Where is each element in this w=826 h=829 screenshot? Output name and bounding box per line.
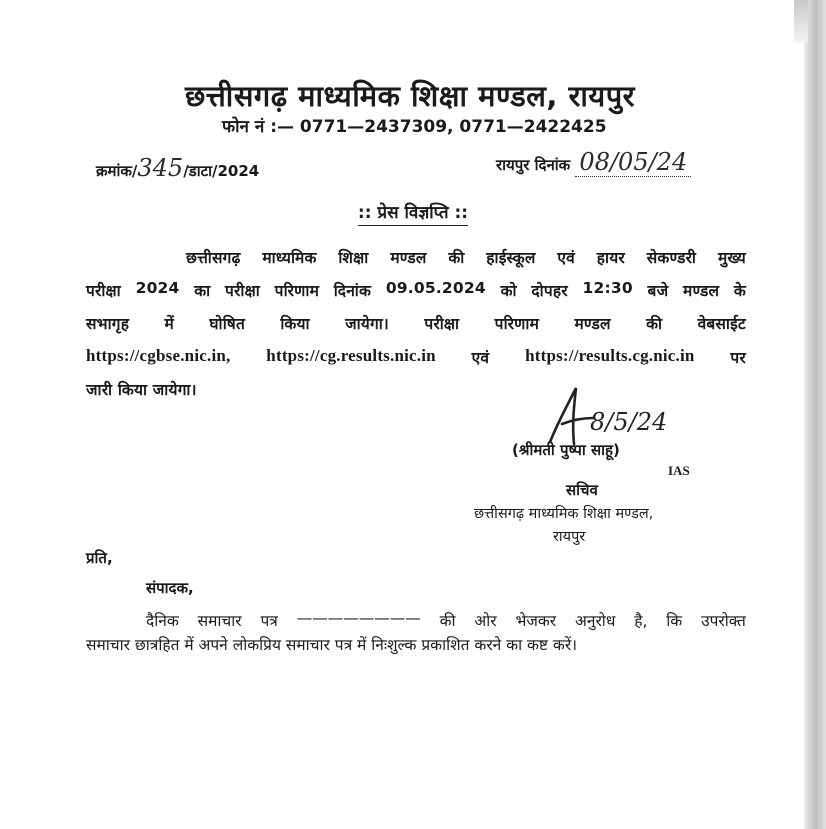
website-link-cgbse[interactable]: https://cgbse.nic.in, <box>86 346 231 365</box>
word: को <box>500 282 517 300</box>
signatory-designation: सचिव <box>566 481 598 499</box>
word: ———————— <box>296 609 421 627</box>
request-line-2: समाचार छात्रहित में अपने लोकप्रिय समाचार पत्र में निःशुल्क प्रकाशित करने का कष्ट करें। <box>86 636 578 654</box>
word: परिणाम <box>494 315 540 333</box>
word: के <box>733 282 746 300</box>
word: की <box>448 249 465 267</box>
word: दोपहर <box>531 282 568 300</box>
word: है, <box>634 612 648 630</box>
notice-line-2 <box>86 279 746 301</box>
reference-suffix: /डाटा/2024 <box>183 162 260 180</box>
reference-prefix: क्रमांक/ <box>96 162 138 180</box>
signatory-name: (श्रीमती पुष्पा साहू) <box>512 441 620 459</box>
website-link-cg-results[interactable]: https://cg.results.nic.in <box>266 346 436 365</box>
notice-line-5: जारी किया जायेगा। <box>86 381 197 399</box>
word: सेकण्डरी <box>646 249 697 267</box>
word: वेबसाईट <box>697 315 746 333</box>
phone-numbers: फोन नं :— 0771—2437309, 0771—2422425 <box>222 117 607 137</box>
word: में <box>164 315 175 333</box>
date-label: रायपुर दिनांक <box>496 156 571 174</box>
signature-handwritten-date: 8/5/24 <box>590 408 668 436</box>
word: भेजकर <box>515 612 557 630</box>
signatory-service: IAS <box>668 463 690 478</box>
word: 2024 <box>135 279 180 297</box>
word: बजे <box>647 282 669 300</box>
word: परीक्षा <box>225 282 260 300</box>
issue-date <box>496 148 691 177</box>
word: अनुरोध <box>575 612 616 630</box>
word: परीक्षा <box>86 282 121 300</box>
reference-number <box>96 154 259 182</box>
word: की <box>439 612 456 630</box>
notice-line-3 <box>86 312 746 334</box>
scan-edge-shadow <box>794 0 808 42</box>
word: माध्यमिक <box>262 249 317 267</box>
date-handwritten-value: 08/05/24 <box>579 148 688 176</box>
word: छत्तीसगढ़ <box>186 249 241 267</box>
word: पत्र <box>260 612 278 630</box>
word: मुख्य <box>717 249 746 267</box>
website-link-results-cg[interactable]: https://results.cg.nic.in <box>525 346 695 365</box>
word: जायेगा। <box>345 315 389 333</box>
word: परीक्षा <box>424 315 460 333</box>
word: मण्डल <box>390 249 427 267</box>
word: 09.05.2024 <box>385 279 486 297</box>
word: परिणाम <box>274 282 320 300</box>
to-label: प्रति, <box>86 549 113 567</box>
word: एवं <box>557 249 575 267</box>
word: कि <box>666 612 683 630</box>
word: की <box>646 315 663 333</box>
word: दिनांक <box>333 282 372 300</box>
word: शिक्षा <box>338 249 369 267</box>
word: दैनिक <box>146 612 179 630</box>
request-line-1 <box>146 609 746 631</box>
word: मण्डल <box>574 315 611 333</box>
word: किया <box>280 315 310 333</box>
word: मण्डल <box>682 282 720 300</box>
word: समाचार <box>197 612 242 630</box>
word: ओर <box>474 612 497 630</box>
word: हायर <box>596 249 625 267</box>
press-release-heading <box>0 200 826 223</box>
scan-edge-strip <box>804 0 826 829</box>
reference-handwritten-number: 345 <box>137 154 184 182</box>
and-word: एवं <box>471 349 490 367</box>
heading-text: :: प्रेस विज्ञप्ति :: <box>358 203 468 226</box>
word: का <box>194 282 211 300</box>
editor-label: संपादक, <box>146 579 194 597</box>
word: हाईस्कूल <box>486 249 536 267</box>
signatory-organization: छत्तीसगढ़ माध्यमिक शिक्षा मण्डल, <box>474 506 654 522</box>
notice-line-4 <box>86 346 746 368</box>
notice-line-1 <box>186 246 746 268</box>
signatory-city: रायपुर <box>553 529 586 545</box>
par-word: पर <box>730 349 746 367</box>
board-title: छत्तीसगढ़ माध्यमिक शिक्षा मण्डल, रायपुर <box>184 79 636 113</box>
word: 12:30 <box>582 279 633 297</box>
word: घोषित <box>209 315 245 333</box>
word: सभागृह <box>86 315 130 333</box>
word: उपरोक्त <box>701 612 746 630</box>
